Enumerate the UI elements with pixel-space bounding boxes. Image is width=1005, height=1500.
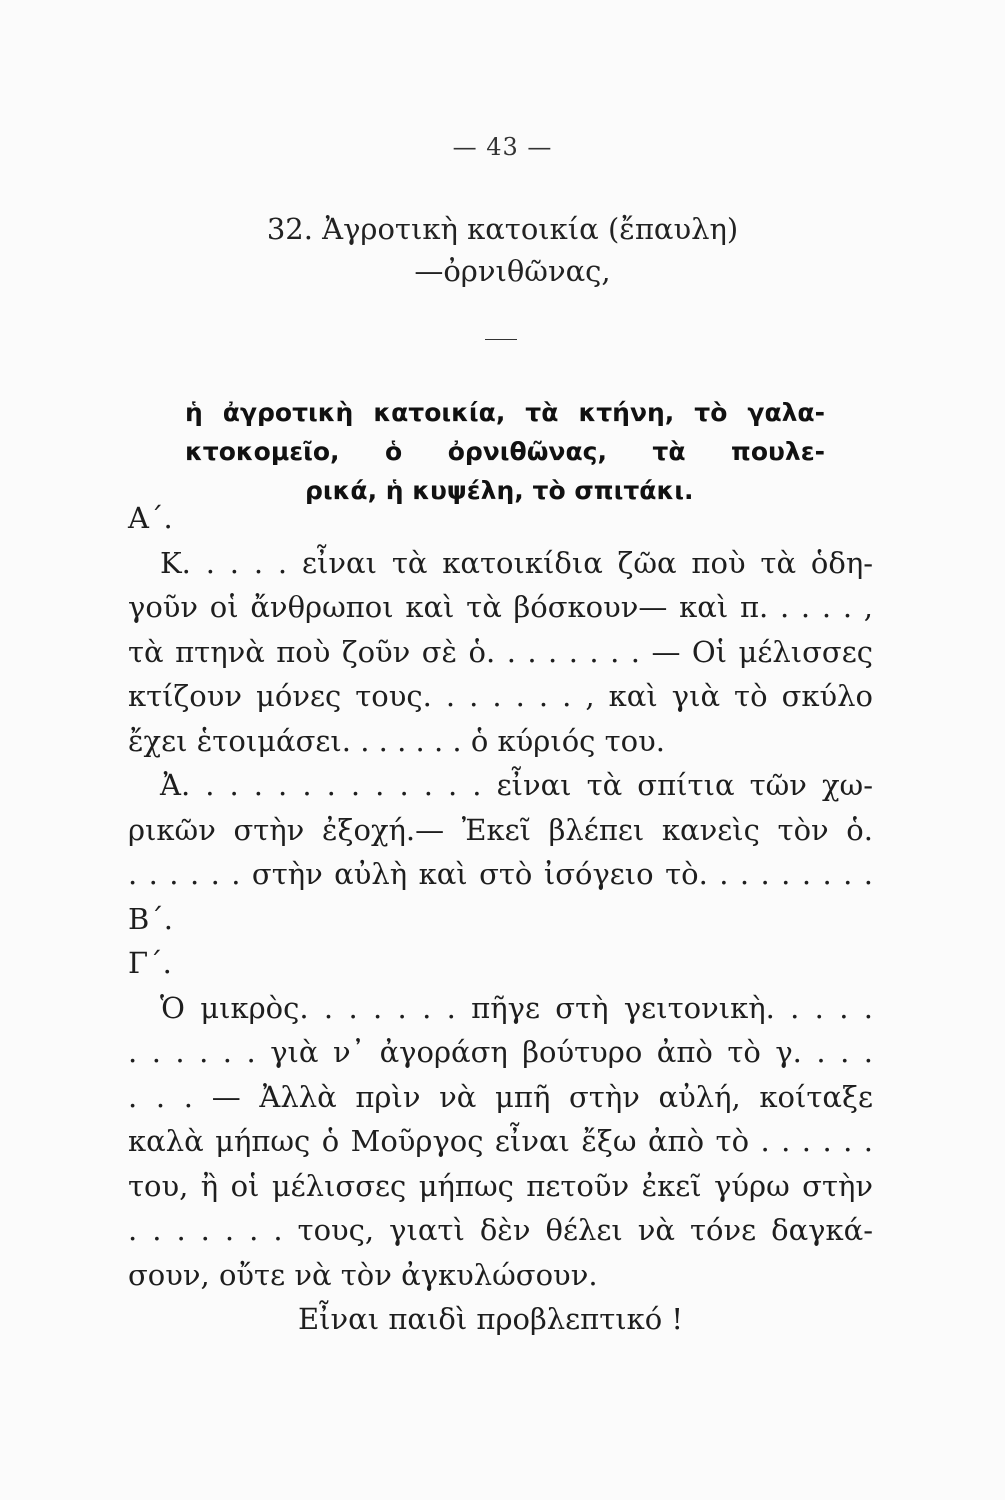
vocabulary-list — [175, 393, 825, 510]
exercise-line: . . . . . . στὴν αὐλὴ καὶ στὸ ἰσόγειο τὸ. . . . . . . . . — [128, 857, 873, 891]
closing-line: Εἶναι παιδὶ προβλεπτικό ! — [298, 1302, 684, 1336]
exercise-line: κτίζουν μόνες τους. . . . . . . , καὶ γιὰ τὸ σκύλο — [128, 679, 873, 713]
exercise-body — [128, 496, 873, 1342]
exercise-line: ρικῶν στὴν ἐξοχή.— Ἐκεῖ βλέπει κανεὶς τὸν ὁ. — [128, 812, 873, 847]
vocabulary-line-3: ρικά, ἡ κυψέλη, τὸ σπιτάκι. — [305, 476, 694, 505]
exercise-line: καλὰ μήπως ὁ Μοῦργος εἶναι ἔξω ἀπὸ τὸ . . . . . . — [128, 1124, 873, 1158]
exercise-line: . . . . . . . τους, γιατὶ δὲν θέλει νὰ τόνε δαγκά- — [128, 1213, 873, 1247]
exercise-line: Ἀ. . . . . . . . . . . . . εἶναι τὰ σπίτια τῶν χω- — [160, 768, 873, 802]
vocabulary-line-1: ἡ ἀγροτικὴ κατοικία, τὰ κτήνη, τὸ γαλα- — [185, 398, 825, 427]
page-number: — 43 — — [452, 133, 553, 161]
exercise-line: του, ἢ οἱ μέλισσες μήπως πετοῦν ἐκεῖ γύρω στὴν — [128, 1168, 873, 1203]
section-b-marker: Β΄. — [128, 901, 174, 936]
exercise-line: . . . . . . γιὰ ν᾿ ἀγοράση βούτυρο ἀπὸ τὸ γ. . . . — [128, 1035, 873, 1069]
section-a-marker: Α΄. — [128, 501, 173, 535]
exercise-line: γοῦν οἱ ἄνθρωποι καὶ τὰ βόσκουν— καὶ π. . . . . , — [128, 590, 873, 624]
lesson-title-line-2: —ὀρνιθῶνας, — [414, 254, 611, 288]
lesson-title-line-1: 32. Ἀγροτικὴ κατοικία (ἔπαυλη) — [266, 212, 739, 246]
exercise-line: ἔχει ἑτοιμάσει. . . . . . . ὁ κύριός του. — [128, 723, 665, 758]
lesson-title — [0, 208, 1005, 292]
exercise-line: . . . — Ἀλλὰ πρὶν νὰ μπῆ στὴν αὐλή, κοίταξε — [128, 1079, 873, 1114]
section-g-marker: Γ΄. — [128, 946, 172, 980]
exercise-line: Κ. . . . . εἶναι τὰ κατοικίδια ζῶα ποὺ τὰ ὁδη- — [160, 545, 873, 580]
exercise-line: σουν, οὔτε νὰ τὸν ἀγκυλώσουν. — [128, 1257, 598, 1292]
vocabulary-line-2: κτοκομεῖο, ὁ ὀρνιθῶνας, τὰ πουλε- — [185, 437, 825, 466]
exercise-line: τὰ πτηνὰ ποὺ ζοῦν σὲ ὁ. . . . . . . . — Οἱ μέλισσες — [128, 634, 873, 669]
title-divider — [485, 339, 517, 340]
exercise-line: Ὁ μικρὸς. . . . . . . πῆγε στὴ γειτονικὴ. . . . . — [160, 990, 873, 1025]
